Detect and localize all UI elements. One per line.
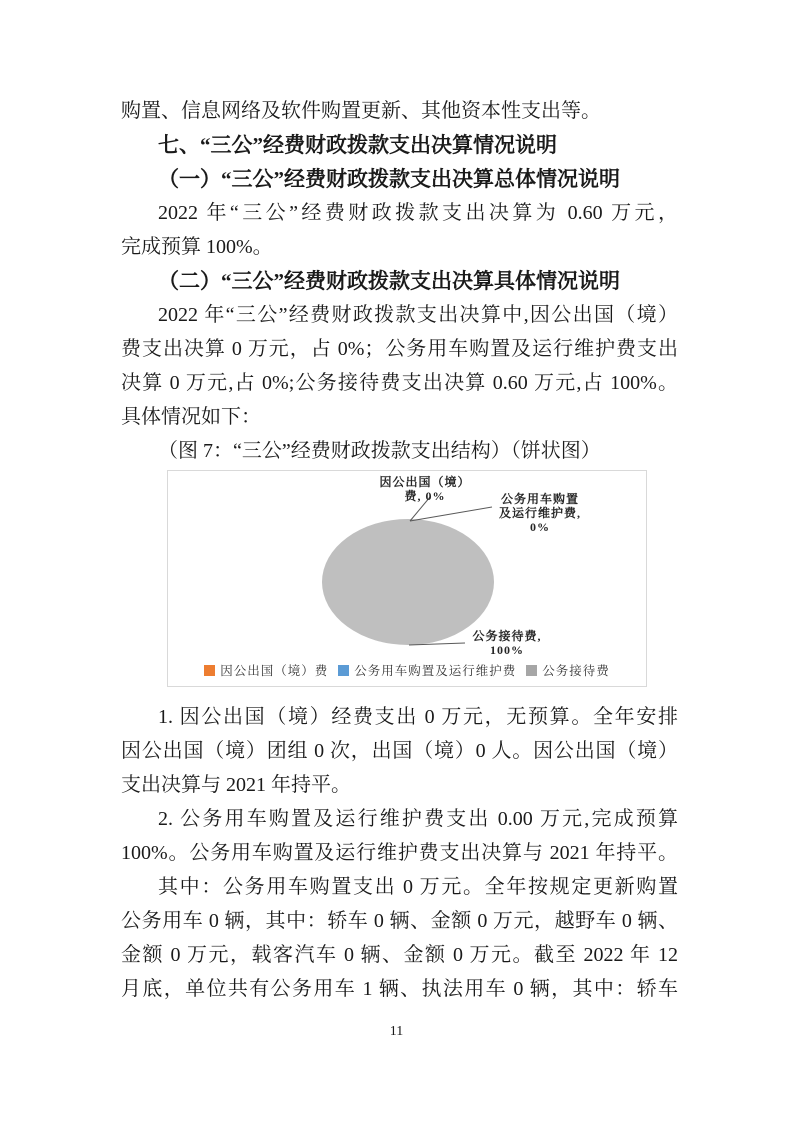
pie-chart-figure: [167, 470, 647, 687]
section-heading: 七、“三公”经费财政拨款支出决算情况说明: [158, 133, 557, 157]
data-label-reception: [457, 629, 557, 657]
chart-legend: [168, 661, 646, 679]
doc-line: 月底，单位共有公务用车 1 辆、执法用车 0 辆，其中：轿车: [121, 978, 678, 1000]
text-block-upper: [121, 94, 678, 468]
doc-line: 金额 0 万元，载客汽车 0 辆、金额 0 万元。截至 2022 年 12: [121, 944, 678, 966]
doc-line: 2. 公务用车购置及运行维护费支出 0.00 万元,完成预算: [158, 808, 678, 830]
data-label-text: 费, 0%: [404, 489, 446, 503]
legend-swatch-vehicle-icon: [338, 665, 349, 676]
doc-line: 因公出国（境）团组 0 次，出国（境）0 人。因公出国（境）: [121, 740, 678, 762]
doc-line: 1. 因公出国（境）经费支出 0 万元，无预算。全年安排: [158, 706, 678, 728]
data-label-text: 公务接待费,: [472, 629, 542, 643]
doc-line: 2022 年“三公”经费财政拨款支出决算为 0.60 万元，: [158, 202, 678, 224]
figure-caption: （图 7：“三公”经费财政拨款支出结构）（饼状图）: [158, 440, 601, 462]
doc-line: 完成预算 100%。: [121, 236, 273, 258]
data-label-text: 0%: [530, 520, 550, 534]
doc-line: 具体情况如下：: [121, 406, 261, 428]
legend-item-abroad: [204, 661, 328, 679]
data-label-text: 因公出国（境）: [379, 475, 471, 489]
legend-label: 公务接待费: [542, 664, 610, 678]
data-label-text: 100%: [490, 643, 524, 657]
legend-item-vehicle: [338, 661, 516, 679]
doc-line: 其中：公务用车购置支出 0 万元。全年按规定更新购置: [158, 876, 678, 898]
data-label-text: 公务用车购置: [500, 492, 579, 506]
doc-line: 2022 年“三公”经费财政拨款支出决算中,因公出国（境）: [158, 304, 678, 326]
legend-label: 因公出国（境）费: [220, 664, 329, 678]
doc-line: 决算 0 万元,占 0%;公务接待费支出决算 0.60 万元,占 100%。: [121, 372, 678, 394]
doc-line: 费支出决算 0 万元，占 0%；公务用车购置及运行维护费支出: [121, 338, 678, 360]
legend-swatch-abroad-icon: [204, 665, 215, 676]
page-number: 11: [389, 1024, 404, 1039]
doc-line: 购置、信息网络及软件购置更新、其他资本性支出等。: [121, 100, 601, 122]
doc-line: 支出决算与 2021 年持平。: [121, 774, 351, 796]
section-heading: （二）“三公”经费财政拨款支出决算具体情况说明: [158, 269, 620, 293]
doc-line: 100%。公务用车购置及运行维护费支出决算与 2021 年持平。: [121, 842, 678, 864]
legend-item-reception: [526, 661, 610, 679]
section-heading: （一）“三公”经费财政拨款支出决算总体情况说明: [158, 167, 620, 191]
data-label-vehicle: [484, 492, 596, 534]
doc-line: 公务用车 0 辆，其中：轿车 0 辆、金额 0 万元，越野车 0 辆、: [121, 910, 678, 932]
data-label-text: 及运行维护费,: [498, 506, 581, 520]
text-block-lower: [121, 700, 678, 1006]
legend-swatch-reception-icon: [526, 665, 537, 676]
legend-label: 公务用车购置及运行维护费: [354, 664, 517, 678]
